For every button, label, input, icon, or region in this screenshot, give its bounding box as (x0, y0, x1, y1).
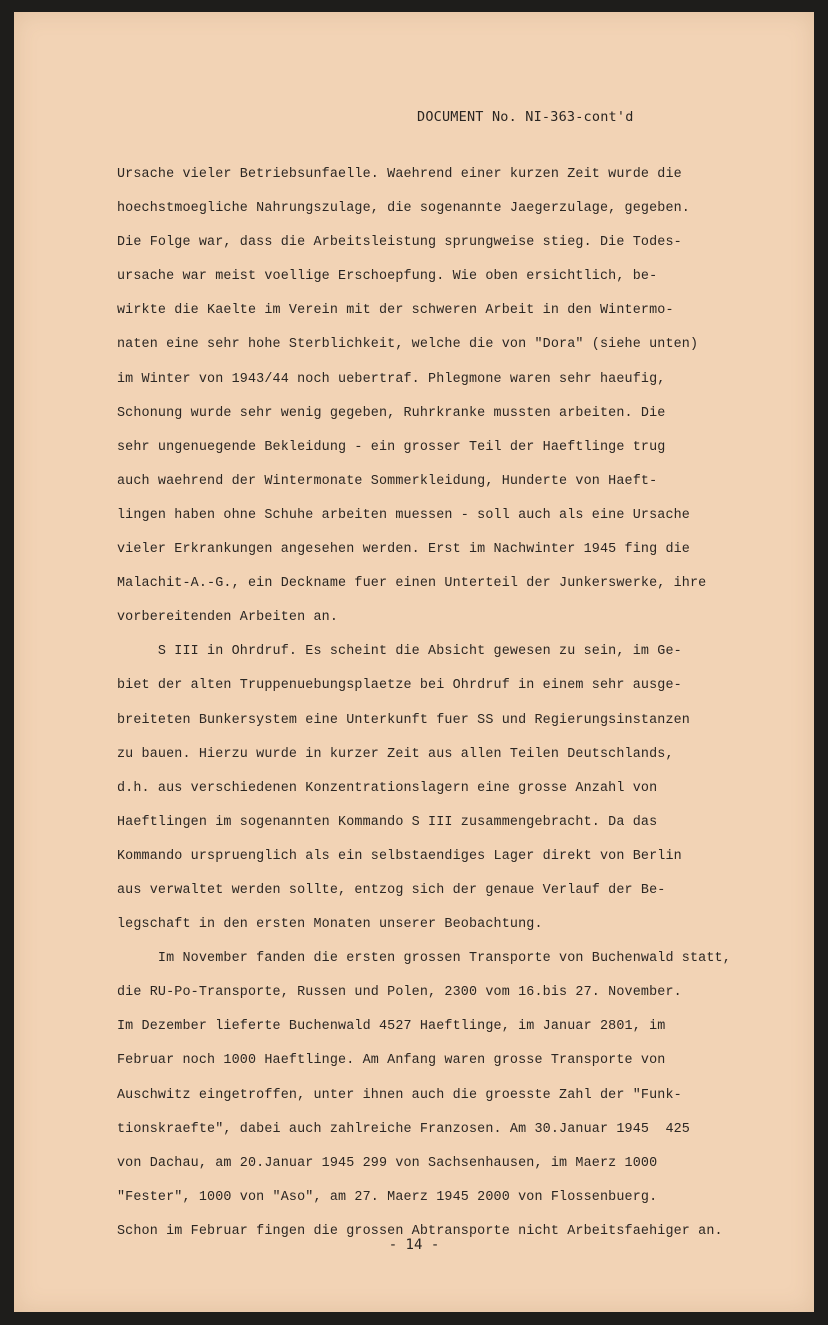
text-line: Ursache vieler Betriebsunfaelle. Waehrend einer kurzen Zeit wurde die (117, 167, 682, 182)
text-line: Im November fanden die ersten grossen Transporte von Buchenwald statt, (117, 951, 731, 967)
document-number-header: DOCUMENT No. NI-363-cont'd (417, 109, 634, 125)
text-line: Schon im Februar fingen die grossen Abtransporte nicht Arbeitsfaehiger an. (117, 1223, 723, 1239)
page-number: - 14 - (388, 1237, 440, 1253)
text-line: S III in Ohrdruf. Es scheint die Absicht gewesen zu sein, im Ge- (117, 644, 682, 660)
text-line: Malachit-A.-G., ein Deckname fuer einen Unterteil der Junkerswerke, ihre (117, 576, 707, 592)
document-body (117, 158, 737, 1249)
text-line: ursache war meist voellige Erschoepfung. Wie oben ersichtlich, be- (117, 269, 658, 285)
text-line: breiteten Bunkersystem eine Unterkunft fuer SS und Regierungsinstanzen (117, 712, 690, 728)
text-line: Februar noch 1000 Haeftlinge. Am Anfang waren grosse Transporte von (117, 1053, 666, 1069)
text-line: naten eine sehr hohe Sterblichkeit, welche die von "Dora" (siehe unten) (117, 337, 699, 353)
text-line: Die Folge war, dass die Arbeitsleistung sprungweise stieg. Die Todes- (117, 235, 682, 251)
text-line: im Winter von 1943/44 noch uebertraf. Phlegmone waren sehr haeufig, (117, 371, 666, 387)
text-line: Schonung wurde sehr wenig gegeben, Ruhrkranke mussten arbeiten. Die (117, 405, 666, 421)
text-line: vieler Erkrankungen angesehen werden. Erst im Nachwinter 1945 fing die (117, 542, 690, 558)
text-line: Kommando urspruenglich als ein selbstaendiges Lager direkt von Berlin (117, 848, 682, 864)
text-line: biet der alten Truppenuebungsplaetze bei Ohrdruf in einem sehr ausge- (117, 678, 682, 694)
text-line: lingen haben ohne Schuhe arbeiten muessen - soll auch als eine Ursache (117, 507, 690, 523)
text-line: Haeftlingen im sogenannten Kommando S III zusammengebracht. Da das (117, 814, 658, 830)
text-line: aus verwaltet werden sollte, entzog sich der genaue Verlauf der Be- (117, 882, 666, 898)
text-line: hoechstmoegliche Nahrungszulage, die sogenannte Jaegerzulage, gegeben. (117, 201, 690, 217)
text-line: von Dachau, am 20.Januar 1945 299 von Sachsenhausen, im Maerz 1000 (117, 1155, 658, 1171)
text-line: die RU-Po-Transporte, Russen und Polen, 2300 vom 16.bis 27. November. (117, 985, 682, 1001)
text-line: zu bauen. Hierzu wurde in kurzer Zeit aus allen Teilen Deutschlands, (117, 746, 674, 762)
text-line: auch waehrend der Wintermonate Sommerkleidung, Hunderte von Haeft- (117, 473, 658, 489)
text-line: "Fester", 1000 von "Aso", am 27. Maerz 1945 2000 von Flossenbuerg. (117, 1189, 658, 1205)
text-line: sehr ungenuegende Bekleidung - ein grosser Teil der Haeftlinge trug (117, 439, 666, 455)
text-line: legschaft in den ersten Monaten unserer Beobachtung. (117, 917, 543, 933)
text-line: Im Dezember lieferte Buchenwald 4527 Haeftlinge, im Januar 2801, im (117, 1019, 666, 1035)
document-page (14, 12, 814, 1312)
text-line: wirkte die Kaelte im Verein mit der schweren Arbeit in den Wintermo- (117, 303, 674, 319)
text-line: Auschwitz eingetroffen, unter ihnen auch die groesste Zahl der "Funk- (117, 1087, 682, 1103)
text-line: vorbereitenden Arbeiten an. (117, 610, 339, 626)
text-line: tionskraefte", dabei auch zahlreiche Franzosen. Am 30.Januar 1945 425 (117, 1121, 690, 1137)
text-line: d.h. aus verschiedenen Konzentrationslagern eine grosse Anzahl von (117, 780, 658, 796)
